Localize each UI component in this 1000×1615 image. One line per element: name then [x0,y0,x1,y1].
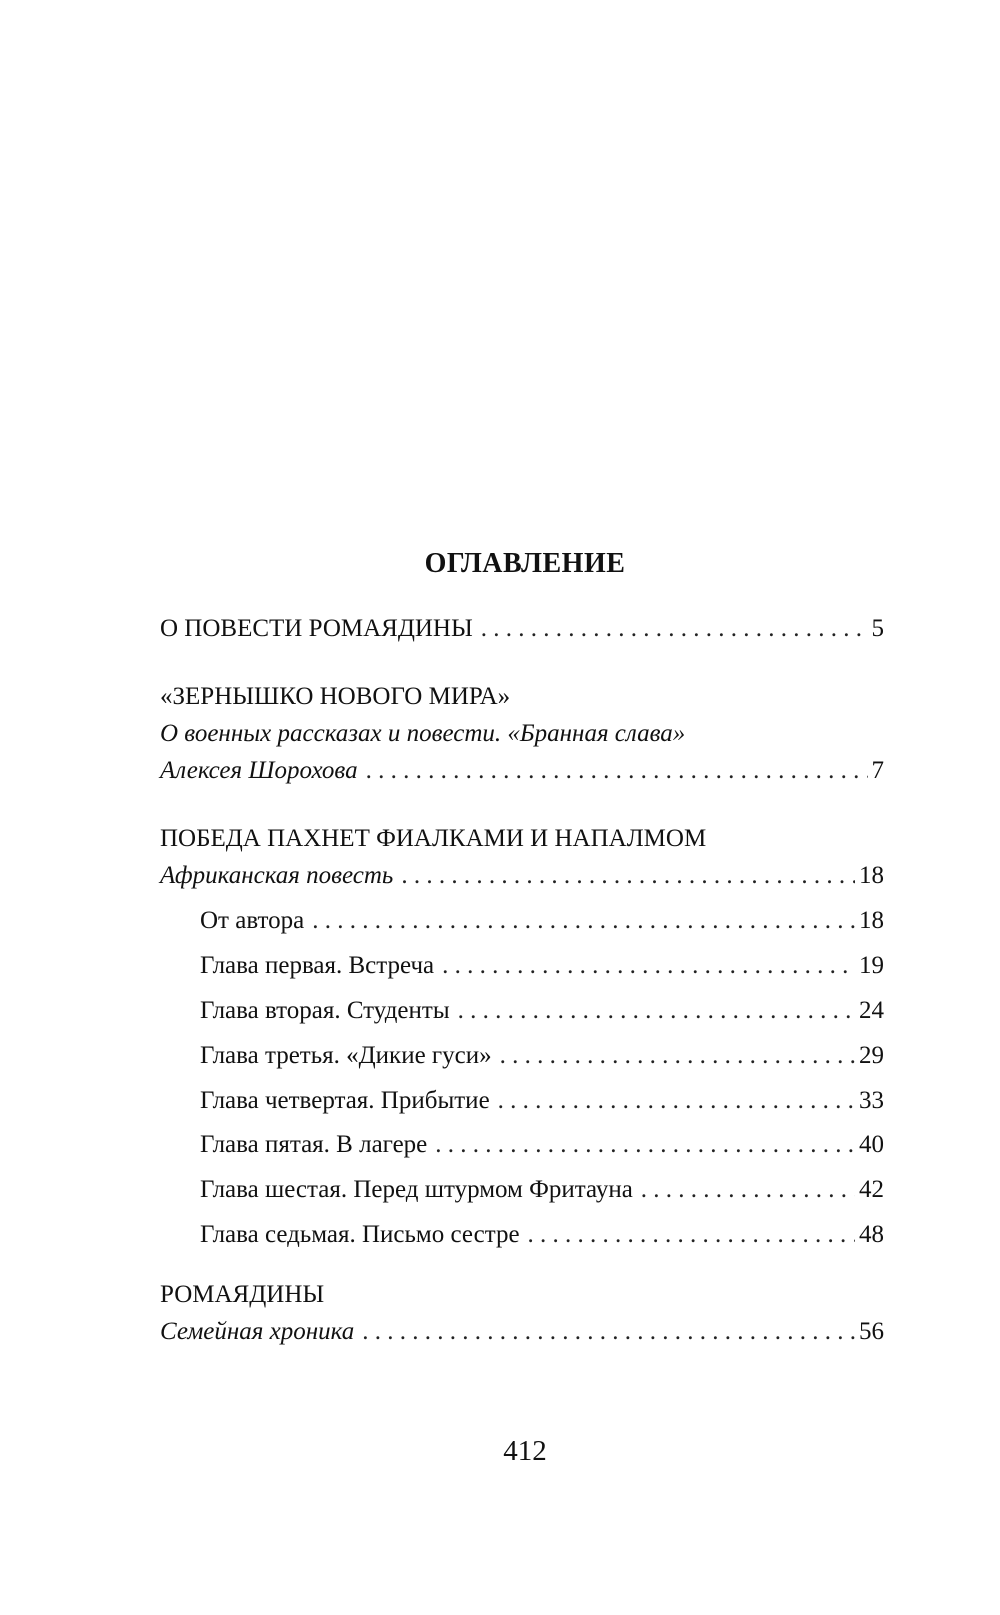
toc-entry-romayadina-foreword[interactable] [160,614,884,644]
leader-dots [366,756,868,786]
leader-dots [362,1317,855,1347]
leader-dots [442,951,855,981]
toc-page-number: 42 [859,1176,884,1203]
leader-dots [312,906,855,936]
toc-entry-label: Глава третья. «Дикие гуси» [200,1042,492,1069]
toc-chapter-entry[interactable] [200,1086,884,1116]
toc-page-number: 7 [871,757,884,784]
leader-dots [528,1220,855,1250]
toc-entry-label: Алексея Шорохова [160,757,358,784]
toc-page-number: 33 [859,1087,884,1114]
toc-chapter-entry[interactable] [200,1041,884,1071]
toc-entry-label: Глава первая. Встреча [200,952,435,979]
toc-page-number: 19 [859,952,884,979]
toc-entry-family-chronicle[interactable] [160,1317,884,1347]
toc-page-number: 56 [859,1318,884,1345]
leader-dots [498,1086,855,1116]
leader-dots [641,1175,855,1205]
toc-entry-label: Семейная хроника [160,1318,355,1345]
toc-page-number: 48 [859,1221,884,1248]
toc-entry-label: Глава вторая. Студенты [200,997,450,1024]
toc-section-subtitle: О военных рассказах и повести. «Бранная слава» [160,720,686,747]
toc-entry-label: От автора [200,907,305,934]
toc-chapter-entry[interactable] [200,996,884,1026]
toc-entry-label: Глава седьмая. Письмо сестре [200,1221,520,1248]
toc-chapter-entry[interactable] [200,906,884,936]
toc-page-number: 18 [859,907,884,934]
toc-section-title: ПОБЕДА ПАХНЕТ ФИАЛКАМИ И НАПАЛМОМ [160,825,707,852]
toc-entry-label: О ПОВЕСТИ РОМАЯДИНЫ [160,615,473,642]
toc-entry-zernyshko[interactable] [160,756,884,786]
toc-entry-african-story[interactable] [160,861,884,891]
toc-page-number: 18 [859,862,884,889]
toc-page-number: 40 [859,1131,884,1158]
toc-entry-label: Глава шестая. Перед штурмом Фритауна [200,1176,633,1203]
toc-chapter-entry[interactable] [200,951,884,981]
toc-section-title: «ЗЕРНЫШКО НОВОГО МИРА» [160,683,511,710]
leader-dots [481,614,868,644]
toc-chapter-entry[interactable] [200,1175,884,1205]
leader-dots [435,1130,855,1160]
toc-section-title: РОМАЯДИНЫ [160,1281,325,1308]
page-number-footer: 412 [503,1435,547,1467]
toc-page-number: 24 [859,997,884,1024]
leader-dots [401,861,855,891]
leader-dots [500,1041,855,1071]
toc-entry-label: Африканская повесть [160,862,394,889]
toc-entry-label: Глава пятая. В лагере [200,1131,428,1158]
toc-heading: ОГЛАВЛЕНИЕ [424,548,626,579]
toc-page-number: 29 [859,1042,884,1069]
toc-chapter-entry[interactable] [200,1220,884,1250]
toc-page-number: 5 [871,615,884,642]
leader-dots [458,996,855,1026]
toc-chapter-entry[interactable] [200,1130,884,1160]
toc-entry-label: Глава четвертая. Прибытие [200,1087,490,1114]
